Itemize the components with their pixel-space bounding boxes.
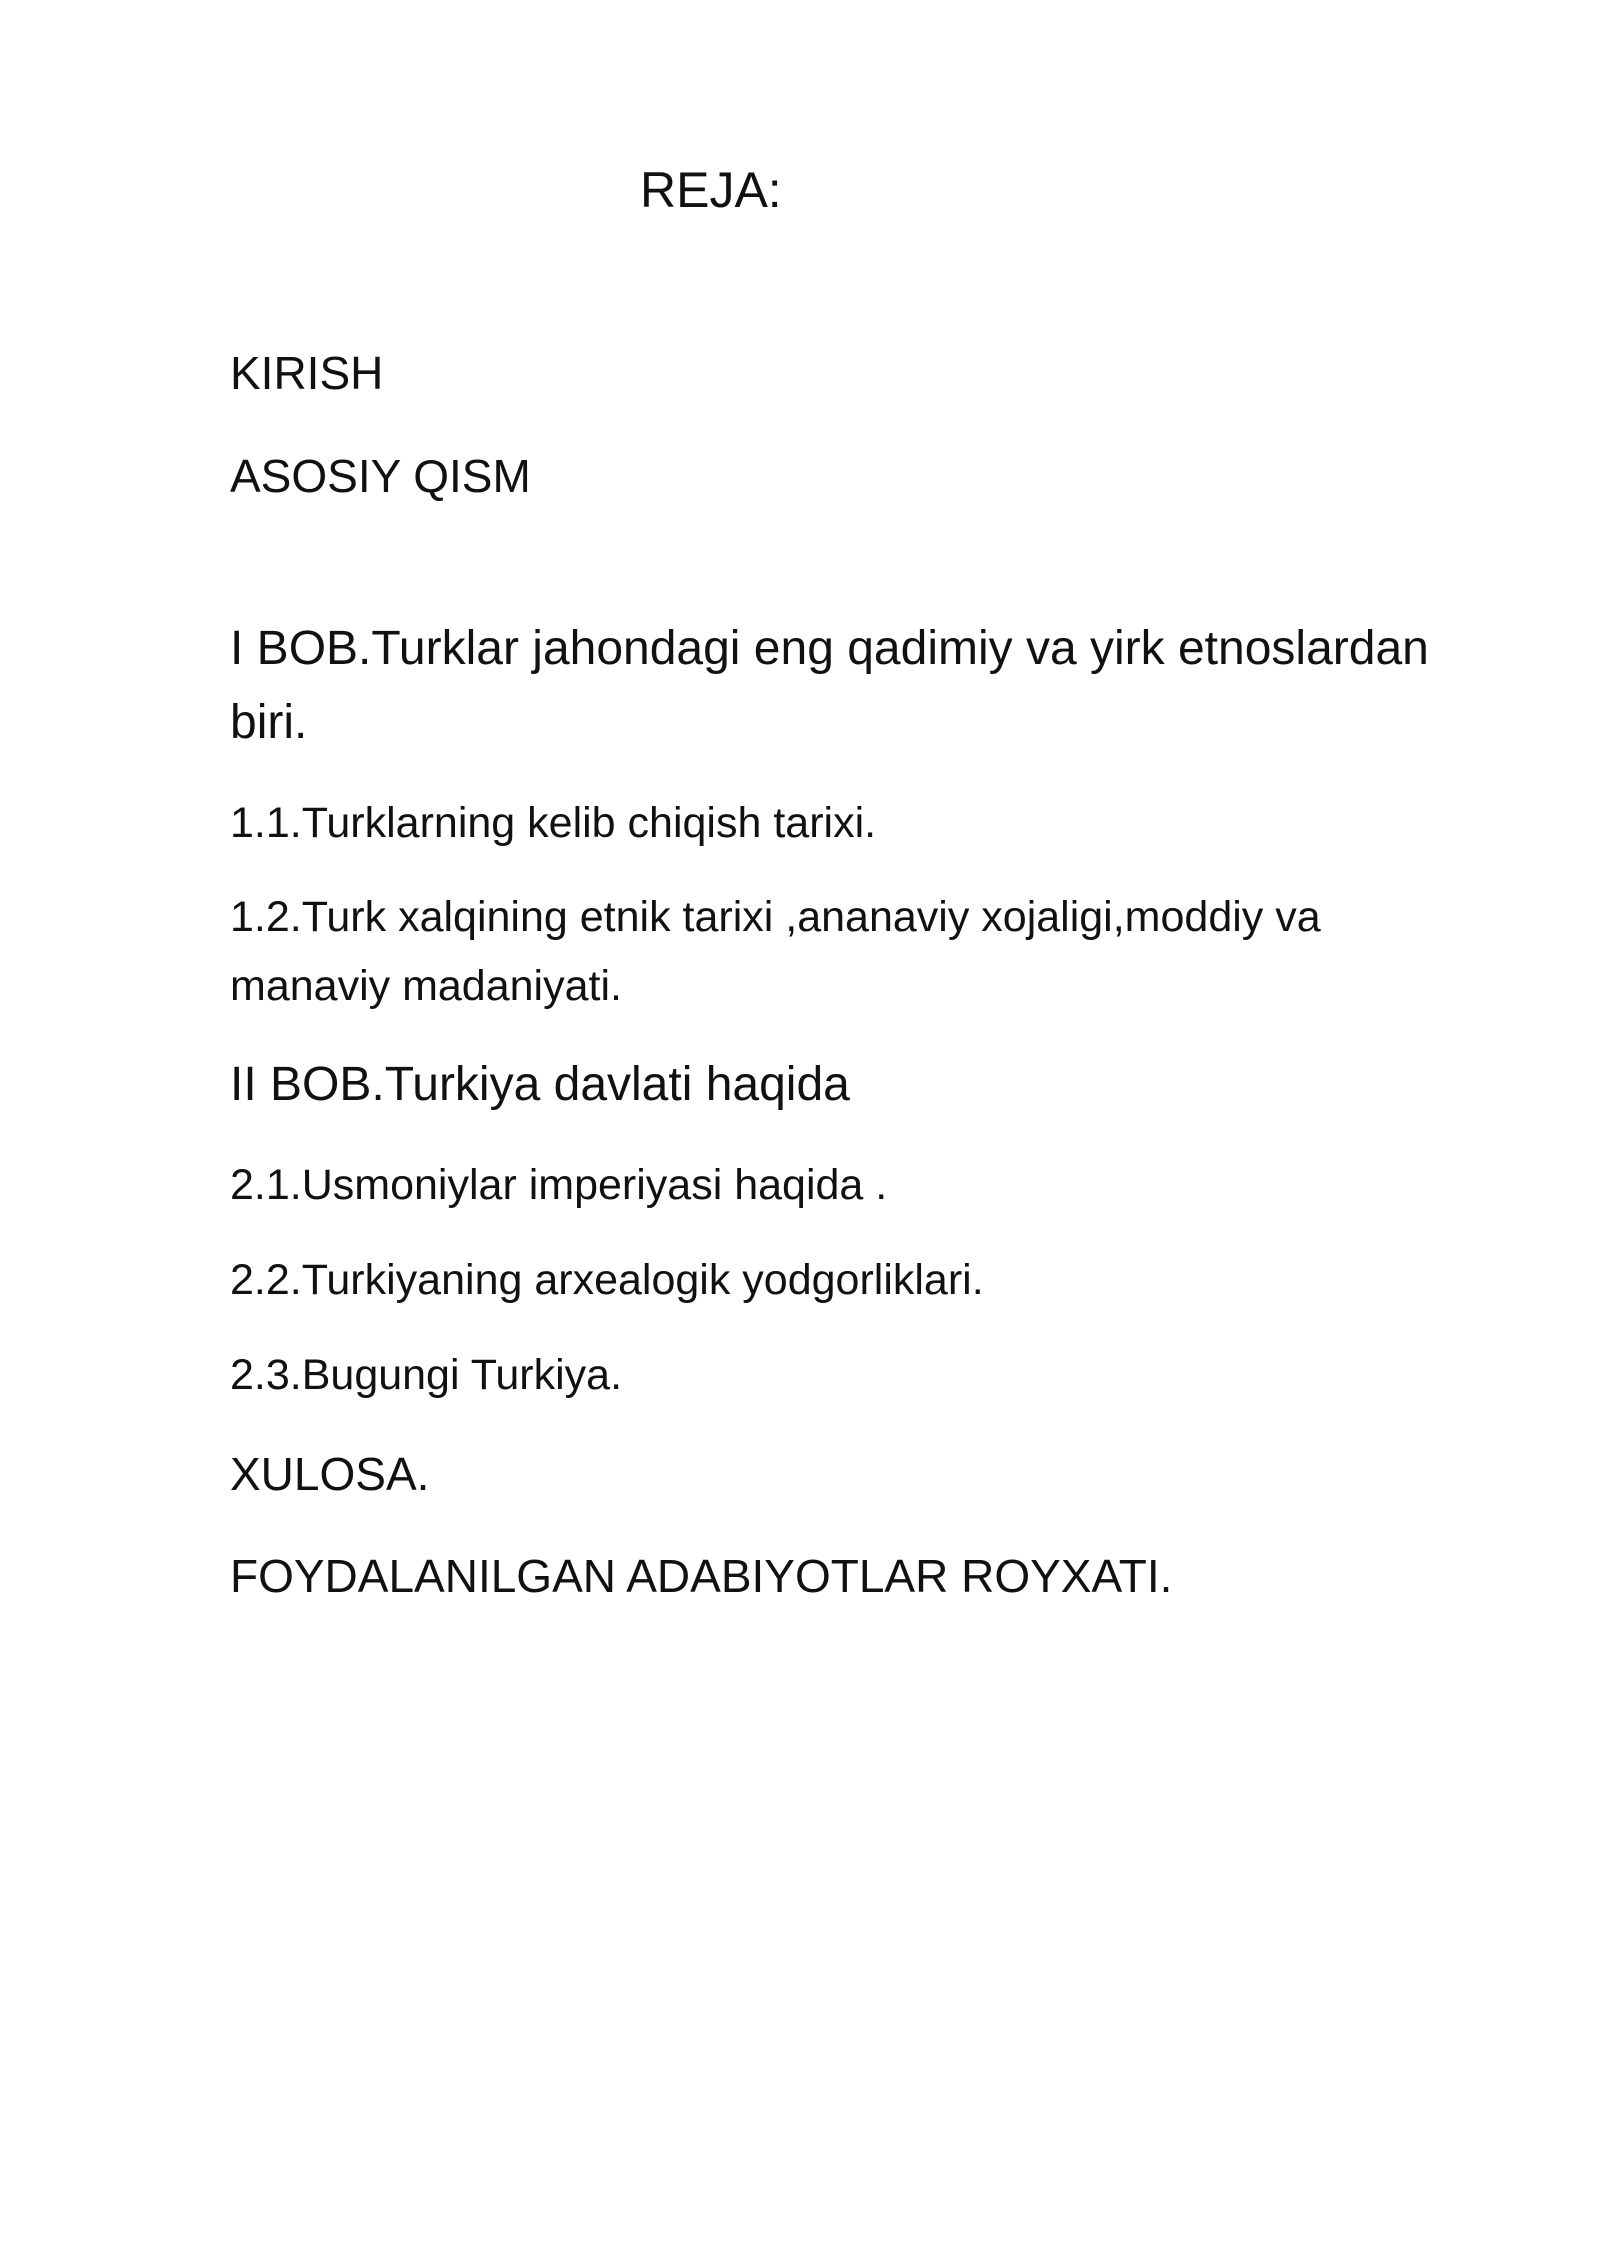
chapter-1-heading-line-1: I BOB.Turklar jahondagi eng qadimiy va yirk etnoslardan xyxy=(230,622,1429,675)
section-xulosa: XULOSA. xyxy=(230,1448,430,1500)
section-asosiy-qism: ASOSIY QISM xyxy=(230,450,531,502)
page-title: REJA: xyxy=(640,162,782,218)
chapter-2-heading: II BOB.Turkiya davlati haqida xyxy=(230,1058,850,1111)
section-references: FOYDALANILGAN ADABIYOTLAR ROYXATI. xyxy=(230,1550,1173,1602)
subsection-1-2-line-2: manaviy madaniyati. xyxy=(230,962,622,1010)
chapter-1-heading-line-2: biri. xyxy=(230,696,308,749)
subsection-2-2: 2.2.Turkiyaning arxealogik yodgorliklari. xyxy=(230,1256,984,1304)
subsection-2-1: 2.1.Usmoniylar imperiyasi haqida . xyxy=(230,1161,888,1209)
subsection-1-2-line-1: 1.2.Turk xalqining etnik tarixi ,ananaviy xojaligi,moddiy va xyxy=(230,893,1321,941)
subsection-1-1: 1.1.Turklarning kelib chiqish tarixi. xyxy=(230,799,877,847)
section-kirish: KIRISH xyxy=(230,347,384,399)
subsection-2-3: 2.3.Bugungi Turkiya. xyxy=(230,1351,623,1399)
